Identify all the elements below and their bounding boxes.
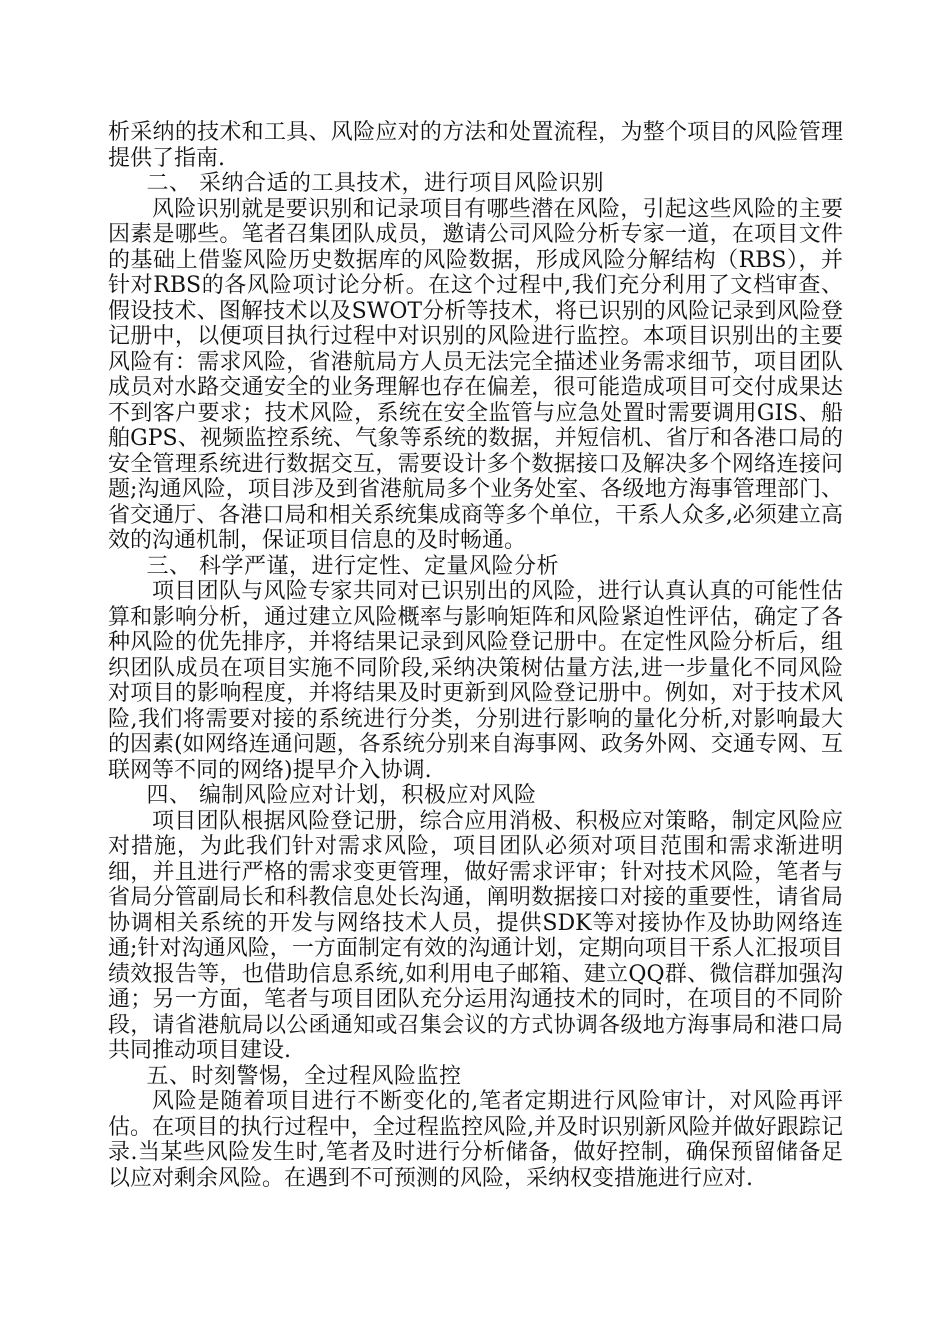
section-heading-5: 五、时刻警惕，全过程风险监控 (146, 1063, 462, 1089)
paragraph-risk-monitoring: 风险是随着项目进行不断变化的,笔者定期进行风险审计，对风险再评估。在项目的执行过程中，全过程监控风险,并及时识别新风险并做好跟踪记录.当某些风险发生时,笔者及时进行分析储备，做好控制，确保预留储备足以应对剩余风险。在遇到不可预测的风险，采纳权变措施进行应对. (108, 1089, 843, 1191)
section-heading-3: 三、 科学严谨，进行定性、定量风险分析 (146, 553, 559, 579)
paragraph-risk-identification: 风险识别就是要识别和记录项目有哪些潜在风险，引起这些风险的主要因素是哪些。笔者召集团队成员，邀请公司风险分析专家一道，在项目文件的基础上借鉴风险历史数据库的风险数据，形成风险分解结构（RBS），并针对RBS的各风险项讨论分析。在这个过程中,我们充分利用了文档审查、假设技术、图解技术以及SWOT分析等技术，将已识别的风险记录到风险登记册中，以便项目执行过程中对识别的风险进行监控。本项目识别出的主要风险有：需求风险，省港航局方人员无法完全描述业务需求细节，项目团队成员对水路交通安全的业务理解也存在偏差，很可能造成项目可交付成果达不到客户要求；技术风险，系统在安全监管与应急处置时需要调用GIS、船舶GPS、视频监控系统、气象等系统的数据，并短信机、省厅和各港口局的安全管理系统进行数据交互，需要设计多个数据接口及解决多个网络连接问题;沟通风险，项目涉及到省港航局多个业务处室、各级地方海事管理部门、省交通厅、各港口局和相关系统集成商等多个单位，干系人众多,必须建立高效的沟通机制，保证项目信息的及时畅通。 (108, 196, 843, 553)
document-body (108, 120, 843, 1191)
paragraph-continuation: 析采纳的技术和工具、风险应对的方法和处置流程，为整个项目的风险管理提供了指南. (108, 120, 843, 171)
section-heading-2: 二、 采纳合适的工具技术，进行项目风险识别 (146, 171, 604, 196)
paragraph-risk-analysis: 项目团队与风险专家共同对已识别出的风险，进行认真认真的可能性估算和影响分析，通过建立风险概率与影响矩阵和风险紧迫性评估，确定了各种风险的优先排序，并将结果记录到风险登记册中。在定性风险分析后，组织团队成员在项目实施不同阶段,采纳决策树估量方法,进一步量化不同风险对项目的影响程度，并将结果及时更新到风险登记册中。例如，对于技术风险,我们将需要对接的系统进行分类，分别进行影响的量化分析,对影响最大的因素(如网络连通问题，各系统分别来自海事网、政务外网、交通专网、互联网等不同的网络)提早介入协调. (108, 579, 843, 783)
section-heading-4: 四、 编制风险应对计划，积极应对风险 (146, 783, 537, 808)
paragraph-risk-response: 项目团队根据风险登记册，综合应用消极、积极应对策略，制定风险应对措施，为此我们针对需求风险，项目团队必须对项目范围和需求渐进明细，并且进行严格的需求变更管理，做好需求评审；针对技术风险，笔者与省局分管副局长和科教信息处长沟通，阐明数据接口对接的重要性，请省局协调相关系统的开发与网络技术人员，提供SDK等对接协作及协助网络连通;针对沟通风险，一方面制定有效的沟通计划，定期向项目干系人汇报项目绩效报告等，也借助信息系统,如利用电子邮箱、建立QQ群、微信群加强沟通；另一方面，笔者与项目团队充分运用沟通技术的同时，在项目的不同阶段，请省港航局以公函通知或召集会议的方式协调各级地方海事局和港口局共同推动项目建设. (108, 808, 843, 1063)
